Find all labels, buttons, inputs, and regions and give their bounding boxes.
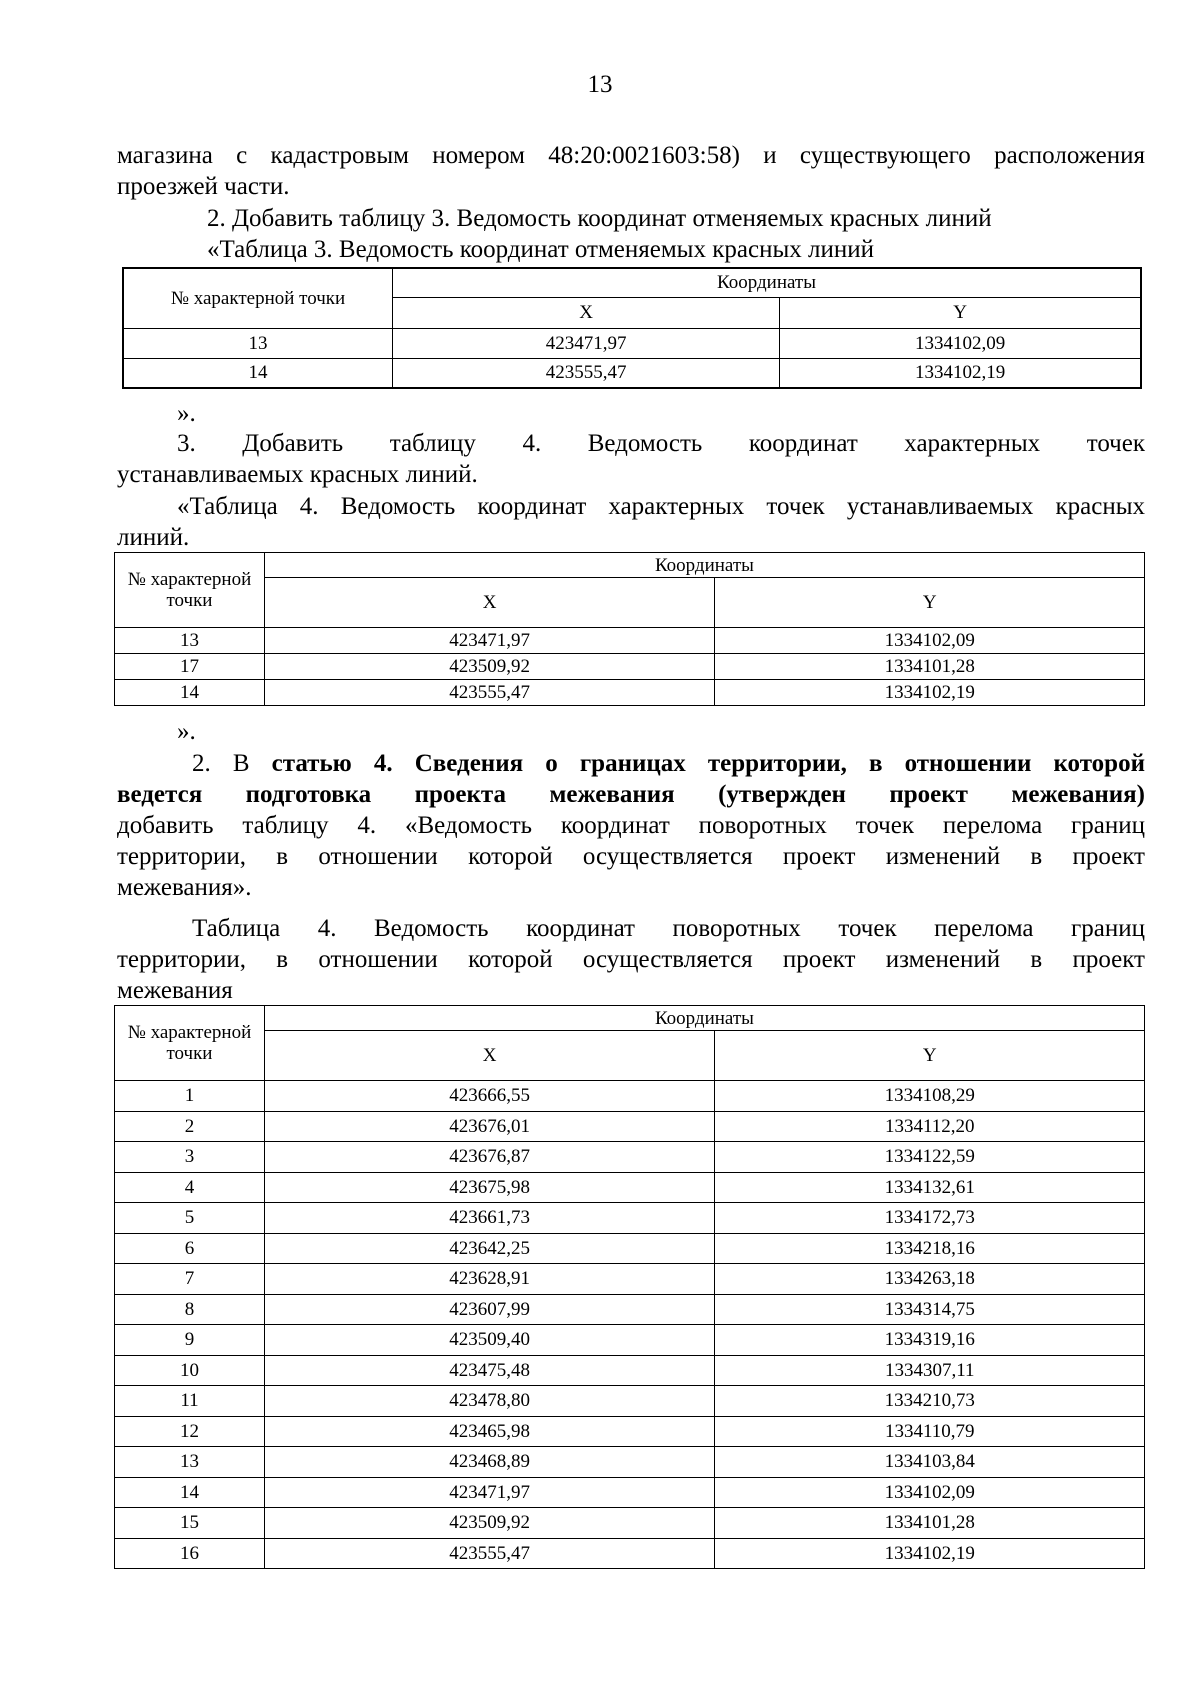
close-quote-1: ». (177, 400, 196, 427)
article-paragraph (117, 748, 1145, 872)
x-cell: 423676,87 (264, 1142, 715, 1173)
x-cell: 423555,47 (393, 358, 780, 388)
x-cell: 423607,99 (264, 1294, 715, 1325)
point-cell: 5 (115, 1203, 265, 1234)
article-paragraph-end (117, 872, 1145, 903)
x-cell: 423509,40 (264, 1325, 715, 1356)
table-3-caption: «Таблица 3. Ведомость координат отменяемых красных линий (207, 236, 874, 263)
table-5-y-header: Y (715, 1031, 1145, 1081)
point-cell: 16 (115, 1538, 265, 1569)
point-cell: 2 (115, 1111, 265, 1142)
point-cell: 13 (115, 1447, 265, 1478)
table-row (115, 1538, 1145, 1569)
table-row (115, 1477, 1145, 1508)
table-row (115, 1416, 1145, 1447)
table-5-point-header: № характерной точки (115, 1006, 265, 1081)
table-row (115, 1355, 1145, 1386)
table-row (115, 1325, 1145, 1356)
y-cell: 1334172,73 (715, 1203, 1145, 1234)
table-3-point-header: № характерной точки (123, 268, 393, 328)
y-cell: 1334101,28 (715, 654, 1145, 680)
table-4-coords-header: Координаты (264, 553, 1144, 578)
x-cell: 423468,89 (264, 1447, 715, 1478)
article-line-3: добавить таблицу 4. «Ведомость координат поворотных точек перелома границ (117, 812, 1145, 839)
table-5-caption-line-3: межевания (117, 977, 233, 1004)
y-cell: 1334102,19 (715, 680, 1145, 706)
table-4-caption-line-2: линий. (117, 524, 190, 551)
point-cell: 15 (115, 1508, 265, 1539)
y-cell: 1334101,28 (715, 1508, 1145, 1539)
table-row (115, 1142, 1145, 1173)
table-row (115, 1447, 1145, 1478)
point-cell: 12 (115, 1416, 265, 1447)
item-3-end (117, 459, 1145, 490)
table-3-y-header: Y (780, 297, 1141, 328)
point-cell: 1 (115, 1081, 265, 1112)
point-cell: 8 (115, 1294, 265, 1325)
table-5-caption-line-1: Таблица 4. Ведомость координат поворотных точек перелома границ (192, 915, 1145, 942)
item-3-line-1: 3. Добавить таблицу 4. Ведомость координат характерных точек (177, 430, 1145, 457)
item-3-line-2: устанавливаемых красных линий. (117, 461, 478, 488)
article-line-4: территории, в отношении которой осуществляется проект изменений в проект (117, 843, 1145, 870)
y-cell: 1334132,61 (715, 1172, 1145, 1203)
item-3 (117, 428, 1145, 459)
intro-paragraph (117, 140, 1145, 171)
article-line-5: межевания». (117, 874, 252, 901)
x-cell: 423555,47 (264, 1538, 715, 1569)
y-cell: 1334102,19 (780, 358, 1141, 388)
article-line-1 (117, 748, 1145, 779)
table-4-y-header: Y (715, 578, 1145, 628)
y-cell: 1334110,79 (715, 1416, 1145, 1447)
table-row (115, 1508, 1145, 1539)
x-cell: 423676,01 (264, 1111, 715, 1142)
article-bold-1: статью 4. Сведения о границах территории, в отношении которой (271, 750, 1145, 777)
x-cell: 423555,47 (264, 680, 715, 706)
x-cell: 423478,80 (264, 1386, 715, 1417)
y-cell: 1334319,16 (715, 1325, 1145, 1356)
table-5-caption (117, 913, 1145, 975)
table-row (115, 654, 1145, 680)
intro-line-1: магазина с кадастровым номером 48:20:0021603:58) и существующего расположения (117, 142, 1145, 169)
table-row (115, 628, 1145, 654)
y-cell: 1334314,75 (715, 1294, 1145, 1325)
table-row (115, 1111, 1145, 1142)
y-cell: 1334112,20 (715, 1111, 1145, 1142)
close-quote-2: ». (177, 718, 196, 745)
table-5 (114, 1005, 1145, 1569)
table-4-point-header: № характерной точки (115, 553, 265, 628)
y-cell: 1334103,84 (715, 1447, 1145, 1478)
x-cell: 423509,92 (264, 654, 715, 680)
table-4-x-header: X (264, 578, 715, 628)
x-cell: 423642,25 (264, 1233, 715, 1264)
y-cell: 1334102,19 (715, 1538, 1145, 1569)
x-cell: 423471,97 (264, 628, 715, 654)
table-3-x-header: X (393, 297, 780, 328)
y-cell: 1334102,09 (715, 628, 1145, 654)
table-3-coords-header: Координаты (393, 268, 1141, 297)
intro-paragraph-end (117, 171, 1145, 202)
table-4-caption-end (117, 522, 1145, 553)
table-row (115, 1386, 1145, 1417)
x-cell: 423475,48 (264, 1355, 715, 1386)
table-5-coords-header: Координаты (264, 1006, 1144, 1031)
x-cell: 423675,98 (264, 1172, 715, 1203)
point-cell: 6 (115, 1233, 265, 1264)
table-row (115, 1264, 1145, 1295)
table-row (115, 1233, 1145, 1264)
point-cell: 11 (115, 1386, 265, 1417)
x-cell: 423471,97 (393, 328, 780, 358)
table-row (115, 1203, 1145, 1234)
item-2-text: 2. Добавить таблицу 3. Ведомость координат отменяемых красных линий (207, 205, 992, 232)
table-5-x-header: X (264, 1031, 715, 1081)
close-quote-2-wrap (117, 716, 1145, 747)
point-cell: 3 (115, 1142, 265, 1173)
y-cell: 1334108,29 (715, 1081, 1145, 1112)
table-row (115, 680, 1145, 706)
table-row (115, 1081, 1145, 1112)
x-cell: 423661,73 (264, 1203, 715, 1234)
y-cell: 1334102,09 (715, 1477, 1145, 1508)
close-quote-1-wrap (117, 398, 1145, 429)
point-cell: 14 (115, 1477, 265, 1508)
y-cell: 1334218,16 (715, 1233, 1145, 1264)
point-cell: 13 (115, 628, 265, 654)
y-cell: 1334307,11 (715, 1355, 1145, 1386)
page-number: 13 (587, 71, 613, 98)
y-cell: 1334263,18 (715, 1264, 1145, 1295)
y-cell: 1334210,73 (715, 1386, 1145, 1417)
point-cell: 14 (115, 680, 265, 706)
point-cell: 13 (123, 328, 393, 358)
table-4-caption (117, 491, 1145, 522)
x-cell: 423509,92 (264, 1508, 715, 1539)
table-5-caption-end (117, 975, 1145, 1006)
table-3 (122, 267, 1142, 389)
point-cell: 9 (115, 1325, 265, 1356)
table-5-caption-line-2: территории, в отношении которой осуществляется проект изменений в проект (117, 946, 1145, 973)
point-cell: 17 (115, 654, 265, 680)
article-prefix: 2. В (192, 750, 272, 777)
y-cell: 1334102,09 (780, 328, 1141, 358)
table-4 (114, 552, 1145, 706)
intro-line-2: проезжей части. (117, 173, 290, 200)
point-cell: 7 (115, 1264, 265, 1295)
item-2 (117, 203, 1145, 265)
table-4-caption-line-1: «Таблица 4. Ведомость координат характерных точек устанавливаемых красных (177, 493, 1145, 520)
point-cell: 4 (115, 1172, 265, 1203)
article-line-2 (117, 779, 1145, 810)
x-cell: 423666,55 (264, 1081, 715, 1112)
table-row (123, 328, 1141, 358)
table-row (123, 358, 1141, 388)
y-cell: 1334122,59 (715, 1142, 1145, 1173)
x-cell: 423628,91 (264, 1264, 715, 1295)
x-cell: 423471,97 (264, 1477, 715, 1508)
point-cell: 14 (123, 358, 393, 388)
article-bold-2: ведется подготовка проекта межевания (утвержден проект межевания) (117, 781, 1145, 808)
point-cell: 10 (115, 1355, 265, 1386)
table-row (115, 1172, 1145, 1203)
table-row (115, 1294, 1145, 1325)
x-cell: 423465,98 (264, 1416, 715, 1447)
